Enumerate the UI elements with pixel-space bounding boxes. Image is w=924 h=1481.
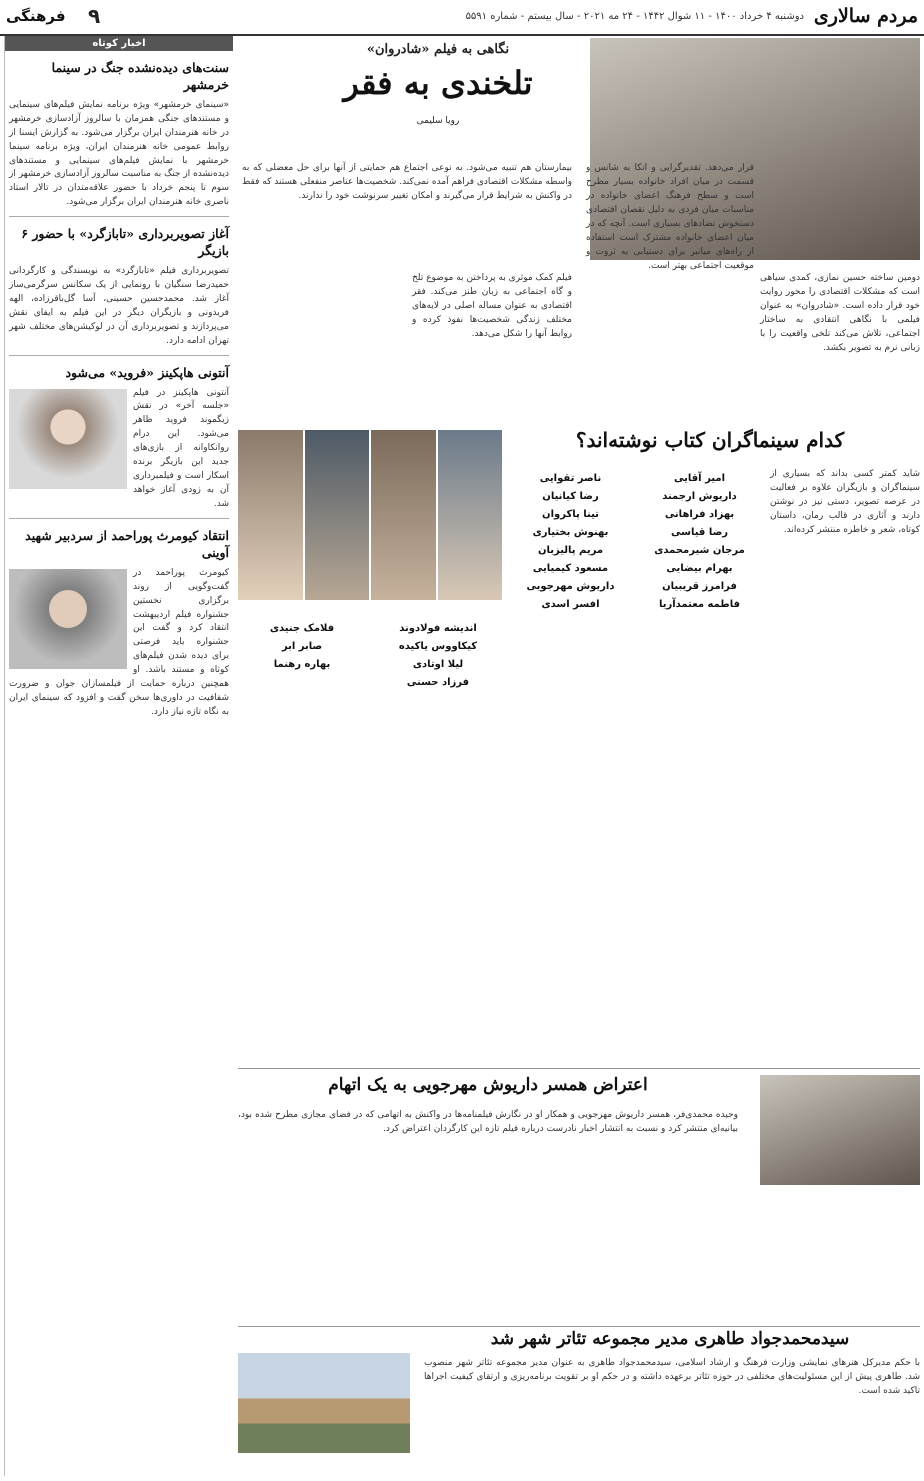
author-names [238, 618, 502, 690]
issue-line: دوشنبه ۴ خرداد ۱۴۰۰ - ۱۱ شوال ۱۴۴۲ - ۲۴ مه ۲۰۲۱ - سال بیستم - شماره ۵۵۹۱ [465, 11, 804, 22]
author-name: ناصر تقوایی [539, 473, 602, 484]
article-column: بیمارستان هم تنبیه می‌شود. به نوعی اجتماع هم حمایتی از آنها برای حل معضلی که به واسطه مشکلات اقتصادی فراهم آمده نمی‌کند. شخصیت‌ها عناصر منفعلی هستند که فقط در واکنش به شرایط قرار می‌گیرند و امکان تغییر سرنوشت خود را ندارند. [242, 163, 572, 201]
author-name: مریم پالیزبان [537, 545, 604, 556]
author-name: فرزاد حسنی [406, 677, 470, 688]
brief-article [9, 365, 229, 512]
couple-photo [760, 1075, 920, 1185]
article-kicker: نگاهی به فیلم «شادروان» [366, 42, 510, 57]
author-name: بهاره رهنما [273, 659, 331, 670]
pourahmad-photo [9, 569, 127, 669]
author-name: مرجان شیرمحمدی [654, 545, 745, 556]
brief-text: «سینمای خرمشهر» ویژه برنامه نمایش فیلم‌های سینمایی و مستندهای جنگی همزمان با سالروز آزادسازی خرمشهر در خانه هنرمندان ایران برگزار می‌شود. به گزارش ایسنا از روابط عمومی خانه هنرمندان ایران، ویژه برنامه سینما خرمشهر با نمایش فیلم‌های سینمایی و مستندهای دیده‌نشده از جنگ به مناسبت سالروز آزادسازی خرمشهر از سوم تا پنجم خرداد با حضور علاقه‌مندان در تالار استاد ناصری خانه هنرمندان ایران برگزار می‌شود. [9, 99, 229, 208]
author-name: کیکاووس یاکیده [398, 641, 478, 652]
film-review-article [238, 36, 920, 414]
author-name: داریوش ارجمند [662, 491, 737, 502]
page-header [0, 0, 924, 36]
brief-text: تصویربرداری فیلم «تابازگرد» به نویسندگی و کارگردانی حمیدرضا سنگیان با رونمایی از یک سکانس سرگرمی‌ساز آغاز شد. محمدحسین حسینی، آسا گل‌باقرزاده، الهه فریدونی و بازیگران دیگر در این فیلم به ایفای نقش می‌پردازند و تصویربرداری آن در لوکیشن‌های مختلف شهر تهران ادامه دارد. [9, 266, 229, 346]
brief-article [9, 226, 229, 348]
author-name: رضا کیانیان [542, 491, 599, 502]
author-photo [438, 430, 503, 600]
page-number: ۹ [88, 4, 101, 28]
author-name: فلامک جنیدی [269, 623, 335, 634]
briefs-badge: اخبار کوتاه [5, 36, 233, 51]
author-name: فرامرز قریبیان [662, 581, 737, 592]
hopkins-photo [9, 389, 127, 489]
brief-title: انتقاد کیومرث پوراحمد از سردبیر شهید آوینی [25, 527, 229, 560]
article-text: با حکم مدیرکل هنرهای نمایشی وزارت فرهنگ و ارشاد اسلامی، سیدمحمدجواد طاهری به عنوان مدیر مجموعه تئاتر شهر منصوب شد. طاهری پیش از این مسئولیت‌های مختلفی در حوزه تئاتر برعهده داشته و در حکم او بر تقویت برنامه‌ریزی و ارتقای کیفیت اجراها تاکید شده است. [424, 1358, 920, 1396]
brief-article [9, 528, 229, 720]
news-briefs-column [4, 36, 233, 1476]
article-headline: تلخندی به فقر [343, 64, 533, 102]
article-column: دومین ساخته حسین نمازی، کمدی سیاهی است که مشکلات اقتصادی را محور روایت خود قرار داده است. «شادروان» به عنوان فیلمی با نگاهی انتقادی به ساختار اجتماعی، تلاش می‌کند تلخی واقعیت را با زبانی نرم به تصویر بکشد. [760, 273, 920, 353]
section-name: فرهنگی [6, 7, 66, 25]
article-byline: رویا سلیمی [416, 116, 460, 126]
brief-text: آنتونی هاپکینز در فیلم «جلسه آخر» در نقش زیگموند فروید ظاهر می‌شود. این درام روانکاوانه از بازی‌های جدید این بازیگر برنده اسکار است و فیلمبرداری آن به زودی آغاز خواهد شد. [133, 387, 229, 509]
protest-article [238, 1068, 920, 1317]
article-column: فیلم کمک موثری به پرداختن به موضوع تلخ و گاه اجتماعی به زبان طنز می‌کند. فقر اقتصادی به عنوان مساله اصلی در لایه‌های مختلف زندگی شخصیت‌ها نفوذ کرده و روابط آنها را شکل می‌دهد. [412, 273, 572, 339]
author-name: امیر آقایی [673, 473, 725, 484]
article-headline: اعتراض همسر داریوش مهرجویی به یک اتهام [328, 1075, 648, 1095]
author-names [510, 468, 760, 612]
author-name: بهنوش بختیاری [532, 527, 609, 538]
author-name: صابر ابر [281, 641, 323, 652]
brief-text: کیومرث پوراحمد در گفت‌وگویی از روند برگزاری نخستین جشنواره فیلم اردیبهشت انتقاد کرد و گفت این جشنواره باید فرصتی برای دیده شدن فیلم‌های کوتاه و مستند باشد. او همچنین درباره حمایت از فیلمسازان جوان و ضرورت شفافیت در داوری‌ها سخن گفت و افزود که سینمای ایران به نگاه تازه نیاز دارد. [9, 567, 229, 718]
author-name: داریوش مهرجویی [526, 581, 615, 592]
authors-photos [238, 430, 502, 600]
brief-title: آغاز تصویربرداری «تابازگرد» با حضور ۶ بازیگر [21, 226, 229, 259]
author-name: تینا پاکروان [542, 509, 599, 520]
author-name: اندیشه فولادوند [399, 623, 477, 634]
article-headline: کدام سینماگران کتاب نوشته‌اند؟ [575, 428, 845, 452]
page-body [0, 36, 924, 1481]
director-article [238, 1326, 920, 1477]
brief-title: آنتونی هاپکینز «فروید» می‌شود [65, 364, 229, 380]
article-column: قرار می‌دهد. تقدیرگرایی و اتکا به شانس و قسمت در میان افراد خانواده بسیار مطرح است و سطح فرهنگ اعضای خانواده در مناسبات میان فردی به دلیل نقصان اقتصادی دستخوش تضادهای بسیاری است. آنچه که در میان اعضای خانواده مشترک است استفاده از راه‌های میانبر برای دستیابی به ثروت و موقعیت اجتماعی بهتر است. [586, 163, 754, 271]
author-photo [238, 430, 303, 600]
author-name: بهرام بیضایی [666, 563, 733, 574]
author-name: افسر اسدی [541, 599, 600, 610]
author-name: لیلا اوتادی [412, 659, 464, 670]
brief-article [9, 60, 229, 210]
theater-photo [238, 1353, 410, 1453]
author-name: فاطمه معتمدآریا [658, 599, 741, 610]
article-text: وحیده محمدی‌فر، همسر داریوش مهرجویی و همکار او در نگارش فیلمنامه‌ها در واکنش به اتهامی که در فضای مجازی مطرح شده بود، بیانیه‌ای منتشر کرد و نسبت به انتشار اخبار نادرست درباره فیلم تازه این کارگردان اعتراض کرد. [238, 1110, 738, 1134]
author-name: مسعود کیمیایی [532, 563, 609, 574]
masthead: مردم سالاری [813, 5, 918, 27]
cinema-authors-article [238, 428, 920, 1068]
author-name: رضا قیاسی [671, 527, 728, 538]
author-photo [371, 430, 436, 600]
author-photo [305, 430, 370, 600]
brief-title: سنت‌های دیده‌نشده جنگ در سینما خرمشهر [51, 60, 229, 92]
author-name: بهزاد فراهانی [664, 509, 735, 520]
article-headline: سیدمحمدجواد طاهری مدیر مجموعه تئاتر شهر شد [490, 1329, 850, 1349]
article-intro: شاید کمتر کسی بداند که بسیاری از سینماگران و بازیگران علاوه بر فعالیت در عرصه تصویر، دستی نیز در نوشتن دارند و آثاری در قالب رمان، داستان کوتاه، شعر و خاطره منتشر کرده‌اند. [770, 469, 920, 535]
